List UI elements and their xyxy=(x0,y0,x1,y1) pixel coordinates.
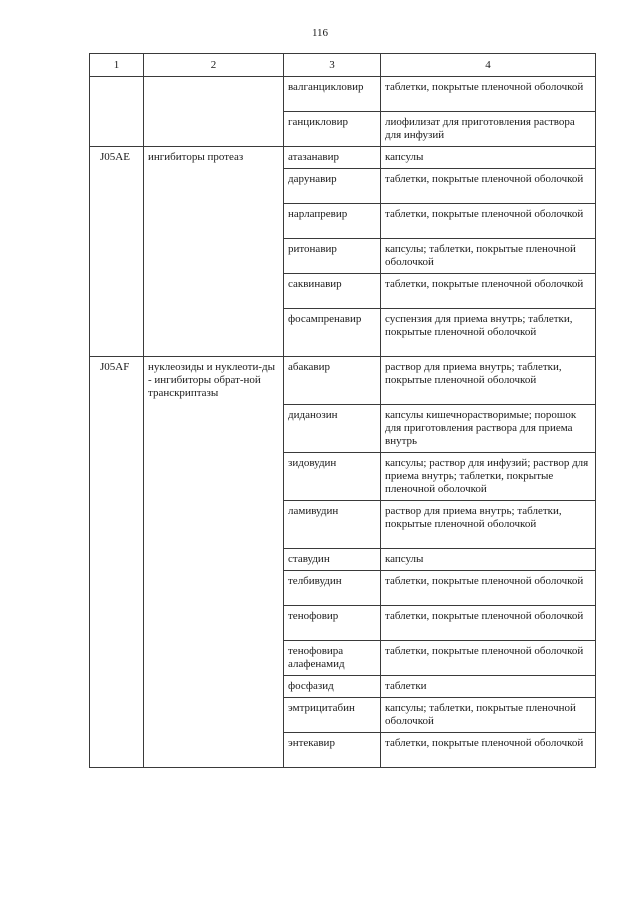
column-header: 2 xyxy=(144,54,284,77)
dosage-form-cell: раствор для приема внутрь; таблетки, покрытые пленочной оболочкой xyxy=(381,501,596,549)
drug-name-cell: фосфазид xyxy=(284,676,381,698)
dosage-form-cell: таблетки, покрытые пленочной оболочкой xyxy=(381,571,596,606)
column-header: 1 xyxy=(90,54,144,77)
table-row xyxy=(90,357,596,405)
drug-name-cell: эмтрицитабин xyxy=(284,698,381,733)
column-header: 4 xyxy=(381,54,596,77)
drug-name-cell: тенофовир xyxy=(284,606,381,641)
drug-name-cell: зидовудин xyxy=(284,453,381,501)
atc-code-cell: J05AF xyxy=(90,357,144,768)
drug-name-cell: ставудин xyxy=(284,549,381,571)
dosage-form-cell: капсулы; раствор для инфузий; раствор для приема внутрь; таблетки, покрытые пленочной оболочкой xyxy=(381,453,596,501)
drug-name-cell: дарунавир xyxy=(284,169,381,204)
drug-name-cell: тенофовира алафенамид xyxy=(284,641,381,676)
table-row xyxy=(90,147,596,169)
column-header: 3 xyxy=(284,54,381,77)
drug-name-cell: фосампренавир xyxy=(284,309,381,357)
dosage-form-cell: раствор для приема внутрь; таблетки, покрытые пленочной оболочкой xyxy=(381,357,596,405)
dosage-form-cell: капсулы кишечнорастворимые; порошок для приготовления раствора для приема внутрь xyxy=(381,405,596,453)
dosage-form-cell: таблетки, покрытые пленочной оболочкой xyxy=(381,204,596,239)
dosage-form-cell: капсулы xyxy=(381,549,596,571)
drug-name-cell: ритонавир xyxy=(284,239,381,274)
drug-name-cell: диданозин xyxy=(284,405,381,453)
dosage-form-cell: суспензия для приема внутрь; таблетки, покрытые пленочной оболочкой xyxy=(381,309,596,357)
empty-code-cell xyxy=(90,77,144,147)
drug-name-cell: валганцикловир xyxy=(284,77,381,112)
drug-name-cell: энтекавир xyxy=(284,733,381,768)
drug-table xyxy=(89,53,596,768)
drug-name-cell: ганцикловир xyxy=(284,112,381,147)
atc-code-cell: J05AE xyxy=(90,147,144,357)
drug-name-cell: саквинавир xyxy=(284,274,381,309)
dosage-form-cell: таблетки, покрытые пленочной оболочкой xyxy=(381,274,596,309)
dosage-form-cell: капсулы xyxy=(381,147,596,169)
dosage-form-cell: таблетки, покрытые пленочной оболочкой xyxy=(381,606,596,641)
dosage-form-cell: лиофилизат для приготовления раствора для инфузий xyxy=(381,112,596,147)
dosage-form-cell: таблетки xyxy=(381,676,596,698)
table-header-row xyxy=(90,54,596,77)
drug-name-cell: атазанавир xyxy=(284,147,381,169)
page-number: 116 xyxy=(311,27,329,39)
dosage-form-cell: таблетки, покрытые пленочной оболочкой xyxy=(381,77,596,112)
empty-description-cell xyxy=(144,77,284,147)
drug-name-cell: телбивудин xyxy=(284,571,381,606)
dosage-form-cell: капсулы; таблетки, покрытые пленочной оболочкой xyxy=(381,698,596,733)
table-row xyxy=(90,77,596,112)
group-description-cell: ингибиторы протеаз xyxy=(144,147,284,357)
dosage-form-cell: таблетки, покрытые пленочной оболочкой xyxy=(381,733,596,768)
dosage-form-cell: таблетки, покрытые пленочной оболочкой xyxy=(381,169,596,204)
drug-name-cell: абакавир xyxy=(284,357,381,405)
drug-name-cell: ламивудин xyxy=(284,501,381,549)
dosage-form-cell: капсулы; таблетки, покрытые пленочной оболочкой xyxy=(381,239,596,274)
drug-name-cell: нарлапревир xyxy=(284,204,381,239)
dosage-form-cell: таблетки, покрытые пленочной оболочкой xyxy=(381,641,596,676)
group-description-cell: нуклеозиды и нуклеоти-ды - ингибиторы обрат-ной транскриптазы xyxy=(144,357,284,768)
